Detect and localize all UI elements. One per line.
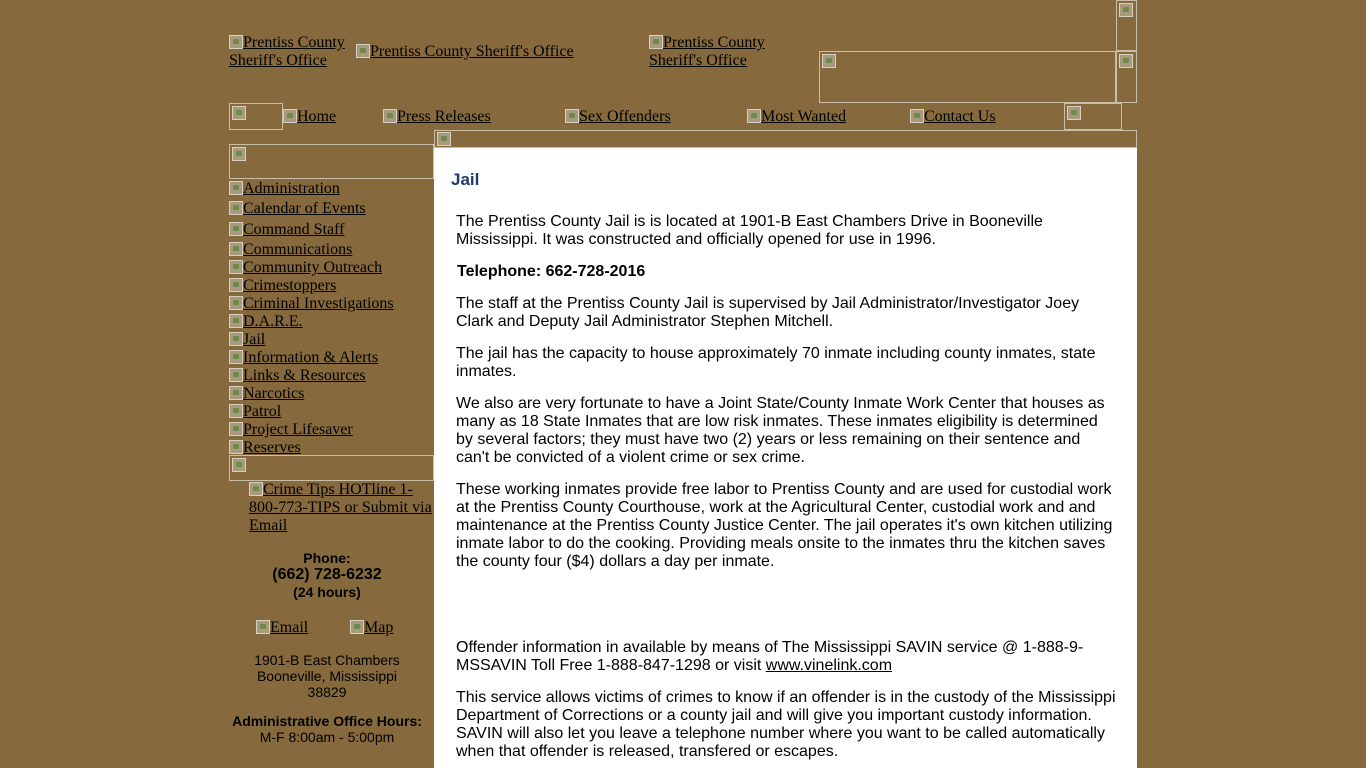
broken-image-icon (256, 620, 270, 634)
sidebar-item-crimestoppers[interactable]: Crimestoppers (229, 277, 434, 295)
sidebar-item-criminal-investigations[interactable]: Criminal Investigations (229, 295, 434, 313)
broken-image-icon (350, 620, 364, 634)
broken-image-icon (229, 296, 243, 310)
sidebar-item-project-lifesaver[interactable]: Project Lifesaver (229, 421, 434, 439)
sidebar-item-jail[interactable]: Jail (229, 331, 434, 349)
phone-label: Phone: (303, 550, 351, 566)
main-content (434, 148, 1137, 768)
nav-left-cap (229, 103, 283, 130)
sidebar-item-narcotics[interactable]: Narcotics (229, 385, 434, 403)
address-line-2: Booneville, Mississippi (256, 668, 398, 684)
crime-tips-link[interactable]: Crime Tips HOTline 1-800-773-TIPS or Submit via Email (249, 481, 432, 534)
header-corner-image-2 (1116, 51, 1137, 103)
sidebar-item-community-outreach[interactable]: Community Outreach (229, 259, 434, 277)
broken-image-icon (356, 44, 370, 58)
vinelink-link[interactable]: www.vinelink.com (765, 657, 893, 674)
sidebar-item-links-resources[interactable]: Links & Resources (229, 367, 434, 385)
sidebar-item-communications[interactable]: Communications (229, 241, 434, 259)
map-link[interactable]: Map (350, 619, 393, 637)
header-corner-image (1116, 0, 1137, 51)
telephone: Telephone: 662-728-2016 (457, 263, 646, 280)
broken-image-icon (229, 440, 243, 454)
nav-contact-us[interactable]: Contact Us (910, 108, 996, 126)
content-body (456, 213, 1116, 768)
broken-image-icon (649, 35, 663, 49)
nav-home[interactable]: Home (283, 108, 336, 126)
broken-image-icon (1119, 3, 1133, 17)
sidebar-menu (229, 180, 434, 457)
broken-image-icon (229, 404, 243, 418)
broken-image-icon (383, 109, 397, 123)
paragraph-savin-info: This service allows victims of crimes to know if an offender is in the custody of the Mississippi Department of Corrections or a county jail and will give you important custody information. SAVIN will also let you leave a telephone number where you want to be called automatically when that offender is released, transfered or escapes. (456, 689, 1116, 760)
broken-image-icon (229, 386, 243, 400)
sidebar-header-image (229, 144, 434, 179)
paragraph-labor: These working inmates provide free labor to Prentiss County and are used for custodial work at the Prentiss County Courthouse, work at the Agricultural Center, custodial work and and maintenance at the Prentiss County Justice Center. The jail operates it's own kitchen utilizing inmate labor to do the cooking. Providing meals onsite to the inmates thru the kitchen saves the county four ($4) dollars a day per inmate. (456, 481, 1113, 570)
broken-image-icon (565, 109, 579, 123)
header-logo-center[interactable]: Prentiss County Sheriff's Office (356, 43, 636, 61)
broken-image-icon (232, 106, 246, 120)
paragraph-work-center: We also are very fortunate to have a Joint State/County Inmate Work Center that houses as many as 18 State Inmates that are low risk inmates. These inmates eligibility is determined by several factors; they must have two (2) years or less remaining on their sentence and can't be convicted of a violent crime or sex crime. (456, 395, 1105, 466)
broken-image-icon (249, 482, 263, 496)
broken-image-icon (229, 350, 243, 364)
address-line-3: 38829 (307, 684, 347, 700)
header-logo-right[interactable]: Prentiss County Sheriff's Office (649, 34, 765, 69)
broken-image-icon (437, 132, 451, 146)
broken-image-icon (229, 314, 243, 328)
office-hours-label: Administrative Office Hours: (232, 713, 422, 729)
sidebar-item-command-staff[interactable]: Command Staff (229, 221, 434, 241)
paragraph-savin: Offender information in available by means of The Mississippi SAVIN service @ 1-888-9-MSSAVIN Toll Free 1-888-847-1298 or visit www.vinelink.com (456, 639, 1084, 674)
nav-right-cap (1064, 103, 1122, 130)
office-hours: M-F 8:00am - 5:00pm (259, 729, 395, 745)
broken-image-icon (229, 332, 243, 346)
broken-image-icon (232, 458, 246, 472)
broken-image-icon (229, 260, 243, 274)
paragraph-staff: The staff at the Prentiss County Jail is supervised by Jail Administrator/Investigator Joey Clark and Deputy Jail Administrator Stephen Mitchell. (456, 295, 1080, 330)
nav-most-wanted[interactable]: Most Wanted (747, 108, 846, 126)
nav-sex-offenders[interactable]: Sex Offenders (565, 108, 671, 126)
paragraph-capacity: The jail has the capacity to house approximately 70 inmate including county inmates, state inmates. (456, 345, 1096, 380)
broken-image-icon (229, 35, 243, 49)
broken-image-icon (229, 242, 243, 256)
email-link[interactable]: Email (256, 619, 308, 637)
broken-image-icon (283, 109, 297, 123)
sidebar-footer-image (229, 455, 434, 481)
broken-image-icon (1119, 54, 1133, 68)
sidebar-item-calendar[interactable]: Calendar of Events (229, 200, 434, 221)
broken-image-icon (229, 201, 243, 215)
address-line-1: 1901-B East Chambers (254, 652, 400, 668)
broken-image-icon (229, 368, 243, 382)
nav-press-releases[interactable]: Press Releases (383, 108, 491, 126)
phone-number: (662) 728-6232 (272, 566, 382, 583)
broken-image-icon (229, 181, 243, 195)
sidebar-item-dare[interactable]: D.A.R.E. (229, 313, 434, 331)
content-header-image (434, 130, 1137, 148)
header-logo-left[interactable]: Prentiss County Sheriff's Office (229, 34, 345, 69)
broken-image-icon (1067, 106, 1081, 120)
sidebar-item-patrol[interactable]: Patrol (229, 403, 434, 421)
broken-image-icon (910, 109, 924, 123)
phone-hours: (24 hours) (293, 584, 361, 600)
broken-image-icon (229, 222, 243, 236)
sidebar-item-information-alerts[interactable]: Information & Alerts (229, 349, 434, 367)
broken-image-icon (232, 147, 246, 161)
page-title: Jail (451, 170, 480, 189)
sidebar-item-administration[interactable]: Administration (229, 180, 434, 200)
sidebar-item-reserves[interactable]: Reserves (229, 439, 434, 457)
broken-image-icon (747, 109, 761, 123)
paragraph-location: The Prentiss County Jail is is located at 1901-B East Chambers Drive in Booneville Mississippi. It was constructed and officially opened for use in 1996. (456, 213, 1043, 248)
broken-image-icon (229, 422, 243, 436)
broken-image-icon (822, 54, 836, 68)
header-banner-image (819, 51, 1116, 103)
broken-image-icon (229, 278, 243, 292)
